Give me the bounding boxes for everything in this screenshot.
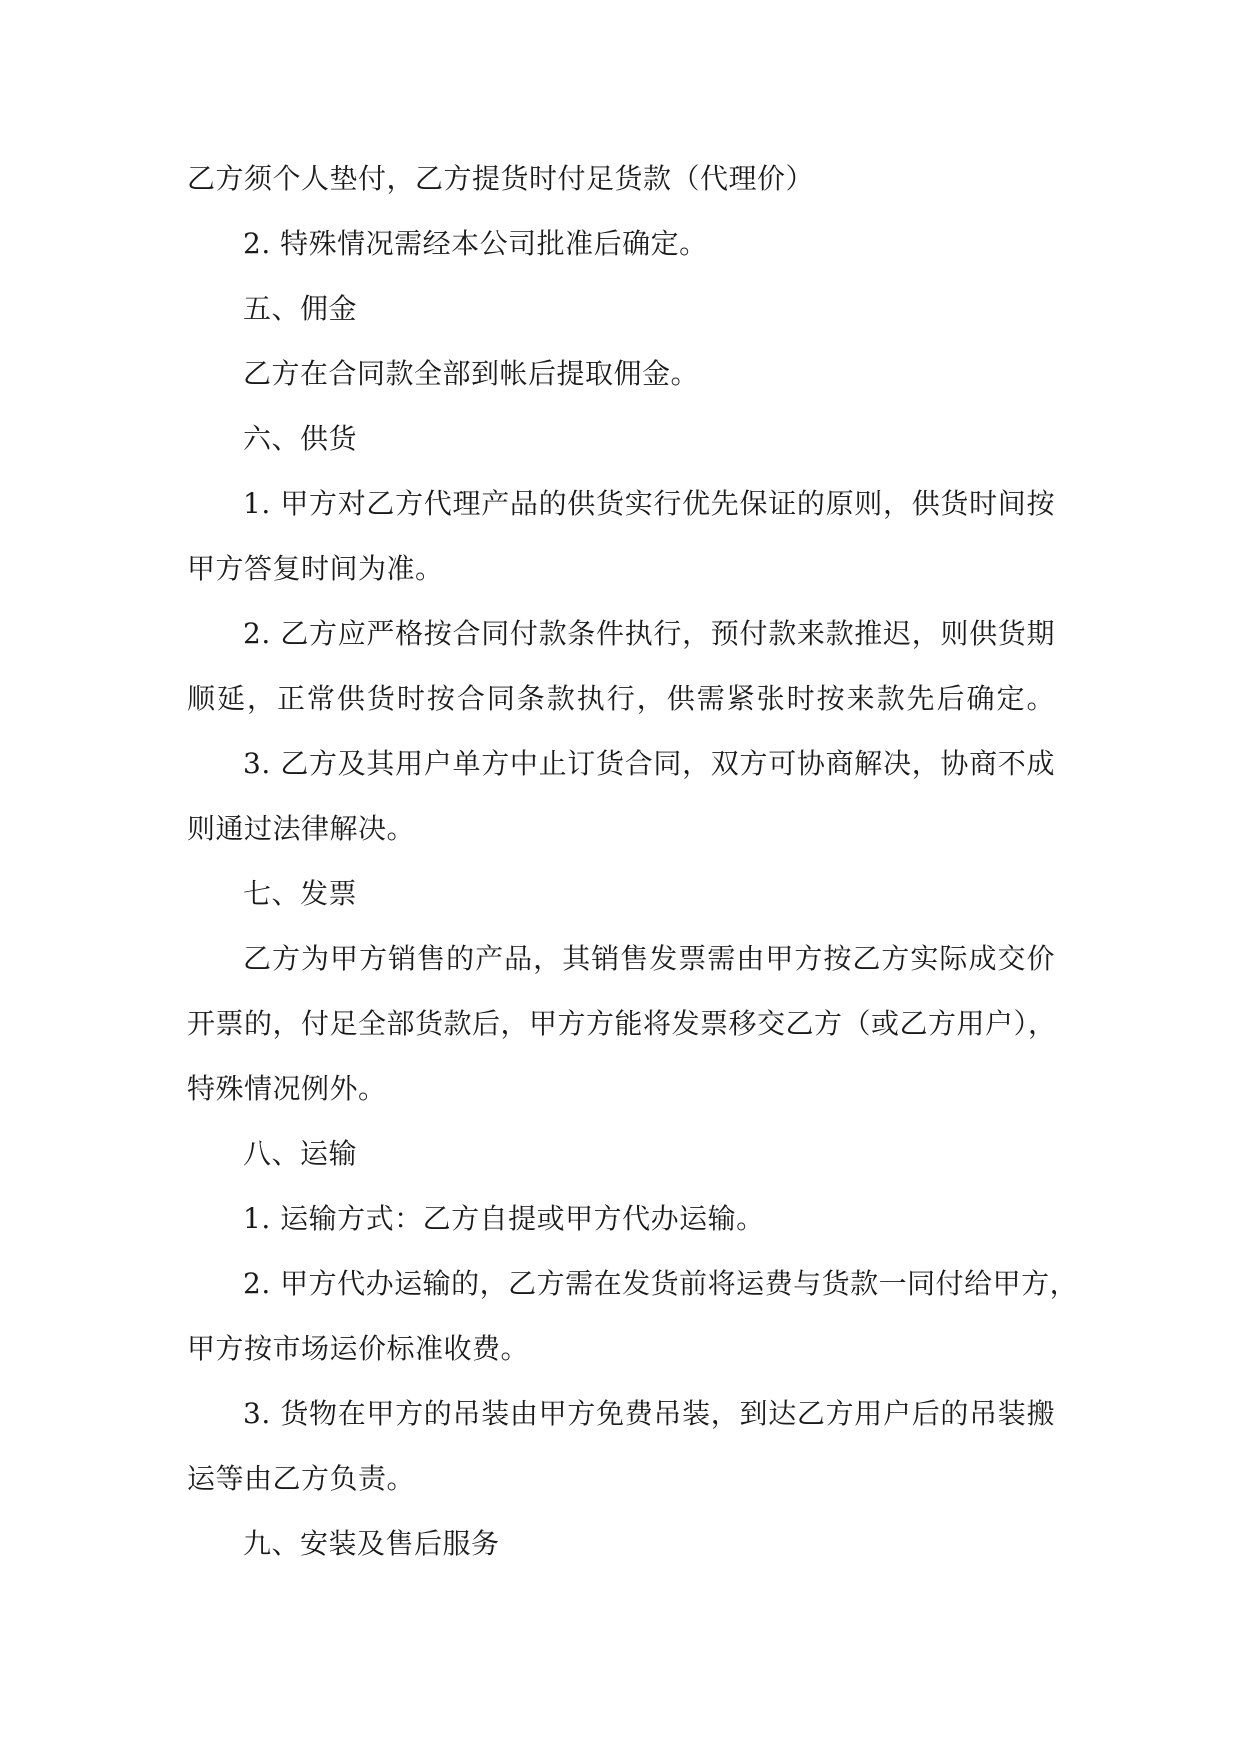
section-heading: 七、发票 <box>243 877 358 910</box>
text-line: 1. 甲方对乙方代理产品的供货实行优先保证的原则，供货时间按 <box>243 487 1055 520</box>
text-line: 开票的，付足全部货款后，甲方方能将发票移交乙方（或乙方用户）， <box>187 1007 1057 1040</box>
document-body <box>187 146 1079 1576</box>
text-line: 2. 甲方代办运输的，乙方需在发货前将运费与货款一同付给甲方， <box>243 1267 1079 1300</box>
text-line: 甲方答复时间为准。 <box>187 552 444 585</box>
text-line: 1. 运输方式：乙方自提或甲方代办运输。 <box>243 1202 765 1235</box>
text-line: 乙方在合同款全部到帐后提取佣金。 <box>243 357 700 390</box>
text-line: 特殊情况例外。 <box>187 1072 387 1105</box>
text-line: 3. 乙方及其用户单方中止订货合同，双方可协商解决，协商不成 <box>243 747 1055 780</box>
text-line: 3. 货物在甲方的吊装由甲方免费吊装，到达乙方用户后的吊装搬 <box>243 1397 1055 1430</box>
text-line: 则通过法律解决。 <box>187 812 416 845</box>
text-line: 甲方按市场运价标准收费。 <box>187 1332 530 1365</box>
text-line: 顺延，正常供货时按合同条款执行，供需紧张时按来款先后确定。 <box>187 682 1055 715</box>
section-heading: 五、佣金 <box>243 292 358 325</box>
text-line: 运等由乙方负责。 <box>187 1462 416 1495</box>
text-line: 乙方须个人垫付，乙方提货时付足货款（代理价） <box>187 162 815 195</box>
section-heading: 九、安装及售后服务 <box>243 1527 500 1560</box>
text-line: 2. 乙方应严格按合同付款条件执行，预付款来款推迟，则供货期 <box>243 617 1055 650</box>
section-heading: 六、供货 <box>243 422 358 455</box>
section-heading: 八、运输 <box>243 1137 358 1170</box>
text-line: 乙方为甲方销售的产品，其销售发票需由甲方按乙方实际成交价 <box>243 942 1055 975</box>
text-line: 2. 特殊情况需经本公司批准后确定。 <box>243 227 708 260</box>
